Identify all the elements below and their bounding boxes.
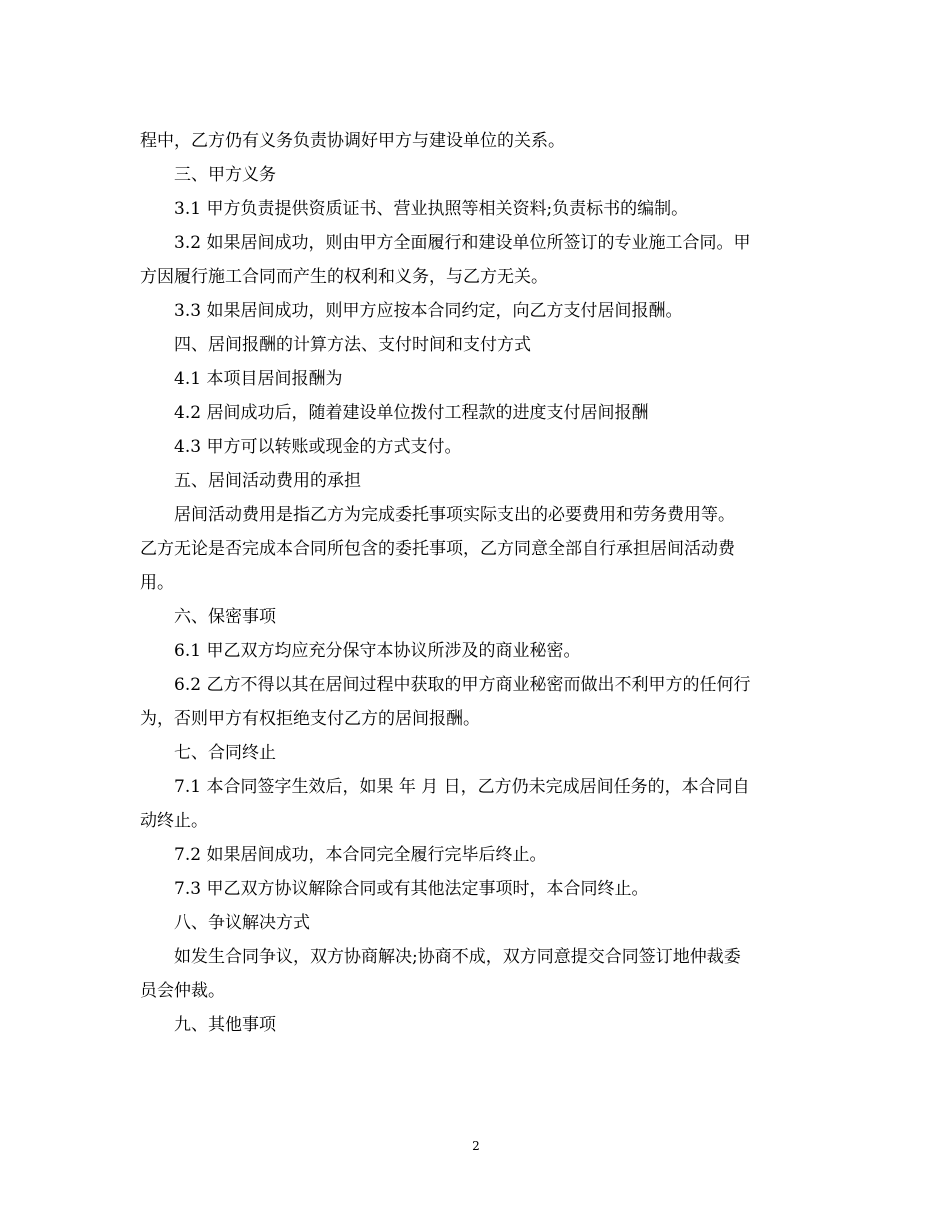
text-line: 三、甲方义务 [174,165,276,185]
text-line: 员会仲裁。 [140,981,225,1001]
text-line: 六、保密事项 [174,607,276,627]
text-line: 4.3 甲方可以转账或现金的方式支付。 [174,437,462,457]
text-line: 6.2 乙方不得以其在居间过程中获取的甲方商业秘密而做出不利甲方的任何行 [174,675,751,695]
text-line: 6.1 甲乙双方均应充分保守本协议所涉及的商业秘密。 [174,641,581,661]
document-body [140,124,812,1042]
text-line: 程中，乙方仍有义务负责协调好甲方与建设单位的关系。 [140,131,565,151]
text-line: 用。 [140,573,174,593]
text-line: 如发生合同争议，双方协商解决;协商不成，双方同意提交合同签订地仲裁委 [174,947,741,967]
text-line: 九、其他事项 [174,1015,276,1035]
text-line: 七、合同终止 [174,743,276,763]
text-line: 7.1 本合同签字生效后，如果 年 月 日，乙方仍未完成居间任务的，本合同自 [174,777,750,797]
page-number: 2 [472,1139,480,1153]
text-line: 方因履行施工合同而产生的权利和义务，与乙方无关。 [140,267,548,287]
text-line: 乙方无论是否完成本合同所包含的委托事项，乙方同意全部自行承担居间活动费 [140,539,735,559]
text-line: 四、居间报酬的计算方法、支付时间和支付方式 [174,335,531,355]
text-line: 7.2 如果居间成功，本合同完全履行完毕后终止。 [174,845,547,865]
text-line: 3.2 如果居间成功，则由甲方全面履行和建设单位所签订的专业施工合同。甲 [174,233,751,253]
text-line: 4.2 居间成功后，随着建设单位拨付工程款的进度支付居间报酬 [174,403,649,423]
text-line: 动终止。 [140,811,208,831]
text-line: 为，否则甲方有权拒绝支付乙方的居间报酬。 [140,709,480,729]
text-line: 3.3 如果居间成功，则甲方应按本合同约定，向乙方支付居间报酬。 [174,301,683,321]
text-line: 3.1 甲方负责提供资质证书、营业执照等相关资料;负责标书的编制。 [174,199,689,219]
text-line: 八、争议解决方式 [174,913,310,933]
text-line: 居间活动费用是指乙方为完成委托事项实际支出的必要费用和劳务费用等。 [174,505,735,525]
text-line: 五、居间活动费用的承担 [174,471,361,491]
text-line: 4.1 本项目居间报酬为 [174,369,343,389]
document-page [140,0,812,1230]
text-line: 7.3 甲乙双方协议解除合同或有其他法定事项时，本合同终止。 [174,879,649,899]
